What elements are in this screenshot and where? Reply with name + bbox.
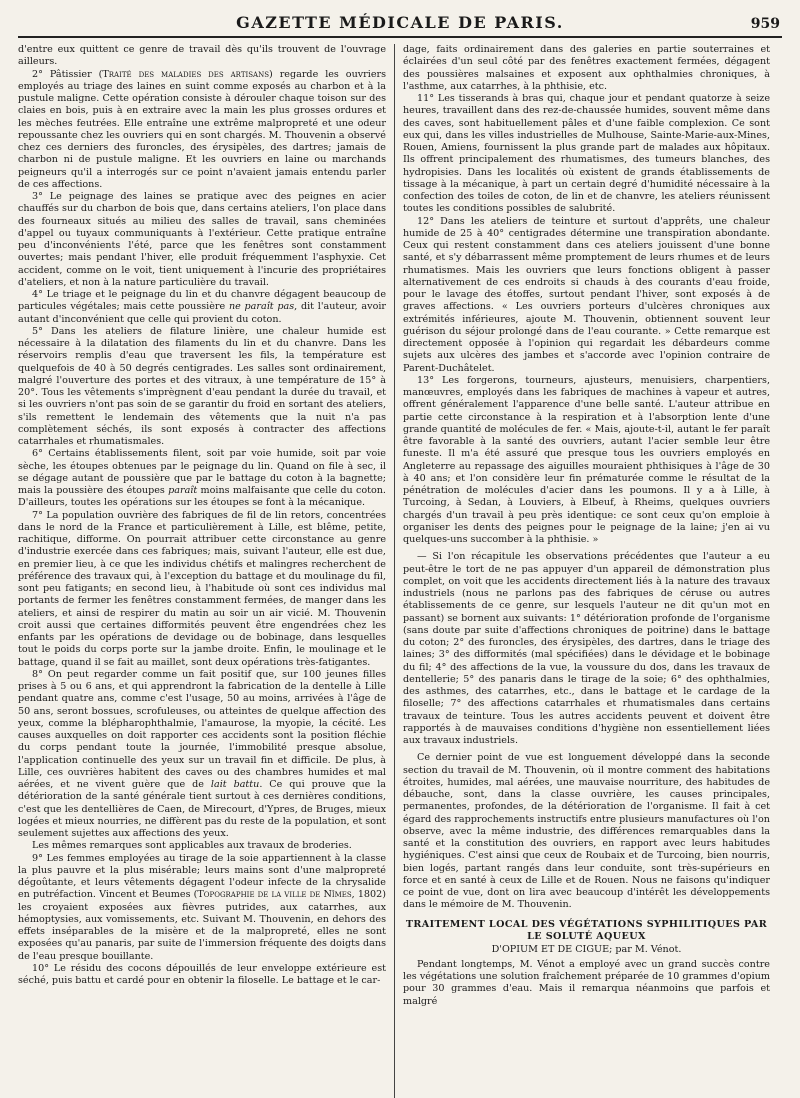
book-reference: Traité des maladies des artisans xyxy=(102,68,270,80)
text-run: ) regarde les ouvriers employés au triage des laines en suint comme exposés au charbon et à la pustule maligne. Cette opération consiste à dérouler chaque toison sur des claies en bois, puis à en extraire avec la main les plus grosses ordures et les mèches feutrées. Elle entraîne une extrême malpropreté et une odeur repoussante chez les ouvriers qui en sont chargés. M. Thouvenin a observé chez ces derniers des furoncles, des érysipèles, des dartres; jamais de charbon ni de pustule maligne. Et les ouvriers en laine ou marchands peigneurs qu'il a interrogés sur ce point n'avaient jamais entendu parler de ces affections. xyxy=(18,68,387,190)
book-reference: Topographie de la ville de Nîmes xyxy=(197,889,352,901)
paragraph: 5° Dans les ateliers de filature linière, une chaleur humide est nécessaire à la dilatation des filaments du lin et du chanvre. Dans les réservoirs remplis d'eau que traversent les fils, la température est quelquefois de 40 à 50 degrés centigrades. Les salles sont ordinairement, malgré l'ouverture des portes et des vitraux, à une température de 15° à 20°. Tous les vêtements s'imprègnent d'eau pendant la durée du travail, et si les ouvriers n'ont pas soin de se garantir du froid en sortant des ateliers, s'ils remettent le lendemain des vêtements que la nuit n'a pas complètement séchés, ils sont exposés à contracter des affections catarrhales et rhumatismales. xyxy=(18,325,386,447)
emphasis: ne paraît pas xyxy=(228,301,295,313)
paragraph: d'entre eux quittent ce genre de travail dès qu'ils trouvent de l'ouvrage ailleurs. xyxy=(18,44,386,68)
right-column xyxy=(394,44,770,1098)
text-run: 8° On peut regarder comme un fait positif que, sur 100 jeunes filles prises à 5 ou 6 ans, et qui apprendront la fabrication de la dentelle à Lille pendant quatre ans, comme c'est l'usage, 50 au moins, arrivées à l'âge de 50 ans, seront bossues, scrofuleuses, ou atteintes de quelque affection des yeux, comme la blépharophthalmie, l'amaurose, la myopie, la cécité. Les causes auxquelles on doit rapporter ces accidents sont la position fléchie du corps pendant toute la journée, l'immobilité presque absolue, l'application continuelle des yeux sur un travail fin et difficile. De plus, à Lille, ces ouvrières habitent des caves ou des chambres humides et mal aérées, et ne vivent guère que de xyxy=(18,668,386,790)
paragraph: 12° Dans les ateliers de teinture et surtout d'apprêts, une chaleur humide de 25 à 40° centigrades détermine une transpiration abondante. Ceux qui restent constamment dans ces ateliers jouissent d'une bonne santé, et s'y débarrassent même promptement de leurs rhumes et de leurs rhumatismes. Mais les ouvriers que leurs fonctions obligent à passer alternativement de ces endroits si chauds à des courants d'eau froide, pour le lavage des étoffes, surtout pendant l'hiver, sont exposés à de graves affections. « Les ouvriers porteurs d'ulcères chroniques aux extrémités inférieures, ajoute M. Thouvenin, obtiennent souvent leur guérison du séjour prolongé dans de l'eau courante. » Cette remarque est directement opposée à l'opinion qui regardait les débardeurs comme sujets aux ulcères des jambes et s'accorde avec l'opinion contraire de Parent-Duchâtelet. xyxy=(403,215,770,374)
article-subtitle: D'OPIUM ET DE CIGUE; par M. Vénot. xyxy=(491,943,682,955)
left-column xyxy=(18,44,394,1098)
emphasis: paraît xyxy=(168,485,198,496)
paragraph: 13° Les forgerons, tourneurs, ajusteurs, menuisiers, charpentiers, manœuvres, employés dans les fabriques de machines à vapeur et autres, offrent généralement l'apparence d'une belle santé. L'auteur attribue en partie cette circonstance à la respiration et à l'absorption lente d'une grande quantité de molécules de fer. « Mais, ajoute-t-il, autant le fer paraît être favorable à la santé des ouvriers, autant l'acier semble leur être funeste. Il m'a été assuré que presque tous les ouvriers employés en Angleterre au repassage des aiguilles mouraient phthisiques à l'âge de 30 à 40 ans; et l'on considère leur fin prématurée comme le résultat de la pénétration de molécules d'acier dans les poumons. Il y a à Lille, à Turcoing, à Sedan, à Louviers, à Elbeuf, à Rheims, quelques ouvriers chargés d'un travail à peu près identique: ce sont ceux qu'on emploie à organiser les dents des peignes pour le peignage de la laine; j'en ai vu quelques-uns succomber à la phthisie. » xyxy=(403,374,770,545)
article-title: TRAITEMENT LOCAL DES VÉGÉTATIONS SYPHILITIQUES PAR LE SOLUTÉ AQUEUX xyxy=(405,918,768,942)
text-run: 2° Pâtissier ( xyxy=(32,68,103,80)
two-column-body xyxy=(18,44,782,1098)
page-header xyxy=(18,0,782,38)
paragraph: dage, faits ordinairement dans des galeries en partie souterraines et éclairées d'un seul côté par des fenêtres exactement fermées, dégagent des poussières malsaines et exposent aux ophthalmies chroniques, à l'asthme, aux catarrhes, à la phthisie, etc. xyxy=(403,44,770,92)
text-run: 6° Certains établissements filent, soit par voie humide, soit par voie sèche, les étoupes obtenues par le peignage du lin. Quand on file à sec, il se dégage autant de poussière que par le battage du coton à la bagnette; mais la poussière des étoupes xyxy=(18,448,386,496)
paragraph: 7° La population ouvrière des fabriques de fil de lin retors, concentrées dans le nord de la France et particulièrement à Lille, est blême, petite, rachitique, difforme. On pourrait attribuer cette circonstance au genre d'industrie exercée dans ces fabriques; mais, suivant l'auteur, elle est due, en premier lieu, à ce que les individus chétifs et malingres recherchent de préférence des travaux qui, à l'exception du battage et du moulinage du fil, sont peu fatigants; en second lieu, à l'habitude où sont ces individus mal portants de fermer les fenêtres constamment fermées, de manger dans les ateliers, et ainsi de respirer du matin au soir un air vicié. M. Thouvenin croit aussi que certaines difformités peuvent être engendrées chez les enfants par les opérations de devidage ou de bobinage, dans lesquelles tout le poids du corps porte sur la jambe droite. Enfin, le moulinage et le battage, quand il se fait au maillet, sont deux opérations très-fatigantes. xyxy=(18,509,386,668)
text-run: , 1802) les croyaient exposées aux fièvres putrides, aux catarrhes, aux hémoptysies, aux vomissements, etc. Suivant M. Thouvenin, en dehors des effets inséparables de la misère et de la malpropreté, elles ne sont exposées qu'au panaris, par suite de l'immersion fréquente des doigts dans de l'eau presque bouillante. xyxy=(18,889,386,962)
paragraph: — Si l'on récapitule les observations précédentes que l'auteur a eu peut-être le tort de ne pas appuyer d'un appareil de démonstration plus complet, on voit que les accidents directement liés à la nature des travaux industriels (nous ne parlons pas des fabriques de céruse ou autres établissements de ce genre, sur lesquels l'auteur ne dit qu'un mot en passant) se bornent aux suivants: 1° détérioration profonde de l'organisme (sans doute par suite d'affections chroniques de poitrine) dans le battage du coton; 2° des furoncles, des érysipèles, des dartres, dans le triage des laines; 3° des difformités (mal spécifiées) dans le dévidage et le bobinage du fil; 4° des affections de la vue, la voussure du dos, dans les travaux de dentellerie; 5° des panaris dans le tirage de la soie; 6° des ophthalmies, des asthmes, des catarrhes, etc., dans le battage et le cardage de la filoselle; 7° des affections catarrhales et rhumatismales dans certains travaux de teinture. Tous les autres accidents peuvent et doivent être rapportés à de mauvaises conditions d'hygiène non essentiellement liées aux travaux industriels. xyxy=(403,551,770,746)
paragraph: Pendant longtemps, M. Vénot a employé avec un grand succès contre les végétations une solution fraîchement préparée de 10 grammes d'opium pour 30 grammes d'eau. Mais il remarqua néanmoins que parfois et malgré xyxy=(403,958,770,1007)
text-run: , dit l'auteur, avoir autant d'inconvénient que celle qui provient du coton. xyxy=(18,301,386,325)
text-run: 4° Le triage et le peignage du lin et du chanvre dégagent beaucoup de particules végétales; mais cette poussière xyxy=(18,289,386,313)
journal-title: GAZETTE MÉDICALE DE PARIS. xyxy=(236,13,564,32)
paragraph xyxy=(18,669,386,841)
paragraph: 11° Les tisserands à bras qui, chaque jour et pendant quatorze à seize heures, travaillent dans des rez-de-chaussée humides, souvent même dans des caves, sont habituellement pâles et d'une faible complexion. Ce sont eux qui, dans les villes industrielles de Mulhouse, Sainte-Marie-aux-Mines, Rouen, Amiens, fournissent la plus grande part de malades aux hôpitaux. Ils offrent principalement des rhumatismes, des tumeurs blanches, des hydropisies. Dans les localités où existent de grands établissements de tissage à la mécanique, à part un certain degré d'humidité nécessaire à la confection des toiles de coton, de lin et de chanvre, les ateliers réunissent toutes les conditions possibles de salubrité. xyxy=(403,93,770,215)
emphasis: lait battu xyxy=(210,779,260,790)
paragraph xyxy=(18,289,386,326)
text-run: . Ce qui prouve que la détérioration de la santé générale tient surtout à ces dernières conditions, c'est que les dentellières de Caen, de Mirecourt, d'Ypres, de Bruges, mieux logées et mieux nourries, ne diffèrent pas du reste de la population, et sont seulement sujettes aux affections des yeux. xyxy=(18,779,387,839)
paragraph: Les mêmes remarques sont applicables aux travaux de broderies. xyxy=(32,840,352,852)
paragraph xyxy=(18,853,386,963)
paragraph xyxy=(18,448,386,509)
paragraph xyxy=(18,69,386,192)
text-run: moins malfaisante que celle du coton. D'ailleurs, toutes les opérations sur les étoupes se font à la mécanique. xyxy=(18,485,386,509)
paragraph: Ce dernier point de vue est longuement développé dans la seconde section du travail de M. Thouvenin, où il montre comment des habitations étroites, humides, mal aérées, une mauvaise nourriture, des habitudes de débauche, sont, dans la classe ouvrière, les causes principales, permanentes, profondes, de la détérioration de l'organisme. Il fait à cet égard des rapprochements instructifs entre plusieurs manufactures où l'on observe, avec la même industrie, des différences remarquables dans la santé et la constitution des ouvriers, en rapport avec leurs habitudes hygiéniques. C'est ainsi que ceux de Roubaix et de Turcoing, bien nourris, bien logés, partant rangés dans leur conduite, sont très-supérieurs en force et en santé à ceux de Lille et de Rouen. Nous ne faisons qu'indiquer ce point de vue, dont on lira avec beaucoup d'intérêt les développements dans le mémoire de M. Thouvenin. xyxy=(403,752,770,911)
page-number: 959 xyxy=(750,16,780,32)
paragraph: 3° Le peignage des laines se pratique avec des peignes en acier chauffés sur du charbon de bois que, dans certains ateliers, l'on place dans des fourneaux situés au milieu des salles de travail, sans cheminées d'appel ou tuyaux communiquants à l'extérieur. Cette pratique entraîne peu d'inconvénients l'été, parce que les fenêtres sont constamment ouvertes; mais pendant l'hiver, elle produit fréquemment l'asphyxie. Cet accident, comme on le voit, tient uniquement à l'incurie des propriétaires d'ateliers, et non à la nature particulière du travail. xyxy=(18,191,386,288)
paragraph: 10° Le résidu des cocons dépouillés de leur enveloppe extérieure est séché, puis battu et cardé pour en obtenir la filoselle. Le battage et le car- xyxy=(18,962,386,986)
text-run: 9° Les femmes employées au tirage de la soie appartiennent à la classe la plus pauvre et la plus misérable; leurs mains sont d'une malpropreté dégoûtante, et leurs vêtements dégagent l'odeur infecte de la chrysalide en putréfaction. Vincent et Beumes ( xyxy=(18,852,386,901)
